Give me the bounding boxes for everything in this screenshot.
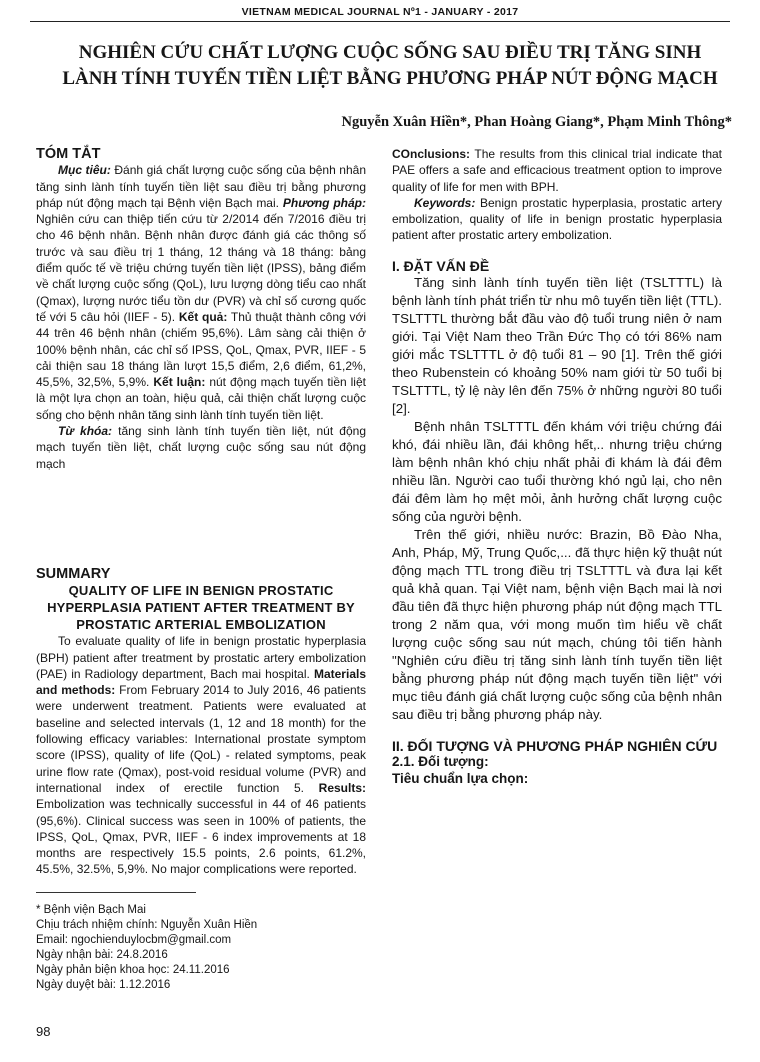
section-2-heading: II. ĐỐI TƯỢNG VÀ PHƯƠNG PHÁP NGHIÊN CỨU xyxy=(392,738,718,755)
header-rule xyxy=(30,21,730,22)
vietnamese-abstract xyxy=(36,146,366,566)
affiliation-received: Ngày nhận bài: 24.8.2016 xyxy=(36,948,168,961)
affiliation-reviewed: Ngày phản biện khoa học: 24.11.2016 xyxy=(36,963,230,976)
section-1-paragraph: Trên thế giới, nhiều nước: Brazin, Bồ Đào Nha, Anh, Pháp, Mỹ, Trung Quốc,... đã thực hiện kỹ thuật nút động mạch TTL trong điều trị TSLTTTL và đưa lại kết quả khả quan. Tại Việt nam, bệnh viện Bạch mai là nơi đầu tiên đã thực hiện phương pháp nút động mạch TTL trong 2 năm qua, với mong muốn tìm hiểu về chất lượng cuộc sống sau nút mạch, chúng tôi tiến hành "Nghiên cứu điều trị tăng sinh lành tính tuyến tiền liệt bằng phương pháp nút động mạch tuyến tiền liệt" với mục tiêu đánh giá chất lượng cuộc sống của bệnh nhân sau điều trị bằng phương pháp này. xyxy=(392,527,722,723)
section-2-subheading: Tiêu chuẩn lựa chọn: xyxy=(392,770,529,786)
footnote-rule xyxy=(36,892,196,893)
section-2-subheading: 2.1. Đối tượng: xyxy=(392,754,489,770)
abstract-keywords: Từ khóa: tăng sinh lành tính tuyến tiền liệt, nút động mạch tuyến tiền liệt, chất lượng cuộc sống sau nút động mạch xyxy=(36,424,366,471)
section-1-paragraph: Bệnh nhân TSLTTTL đến khám với triệu chứng đái khó, đái nhiều lần, đái không hết,.. nhưng triệu chứng làm bệnh nhân khó chịu nhất phải đi khám là đái đêm nhiều lần. Người cao tuổi thường khó ngủ lại, cho nên đái đêm làm họ mệt mỏi, ảnh hưởng chất lượng cuộc sống của người bệnh. xyxy=(392,419,722,525)
right-column xyxy=(392,146,722,787)
summary-title: QUALITY OF LIFE IN BENIGN PROSTATIC HYPERPLASIA PATIENT AFTER TREATMENT BY PROSTATIC ARTERIAL EMBOLIZATION xyxy=(47,583,355,633)
journal-header: VIETNAM MEDICAL JOURNAL Nº1 - JANUARY - 2017 xyxy=(241,6,519,18)
affiliation-responsible: Chịu trách nhiệm chính: Nguyễn Xuân Hiền xyxy=(36,918,258,931)
summary-intro: To evaluate quality of life in benign prostatic hyperplasia (BPH) patient after treatment by prostatic artery embolization (PAE) in Radiology department, Bach mai hospital. Materials and methods: From February 2014 to July 2016, 46 patients were underwent treatment. Patients were evaluated at baseline and selected intervals (1, 12 and 18 month) for the following efficacy variables: International prostate symptom score (IPSS), quality of life (QoL) - related symptoms, peak urine flow rate (Qmax), post-void residual volume (PVR) and international index of erectile function 5. Results: Embolization was technically successful in 44 of 46 patients (95,6%). Clinical success was seen in 100% of patients, the IPSS, QoL, Qmax, PVR, IIEF - 6 index improvements at 18 months are respectively 15.5 points, 2.6 points, 61.2%, 45.5%, 32.5%, 5,9%. No major complications were reported. xyxy=(36,634,367,877)
page-number: 98 xyxy=(36,1024,51,1039)
section-1-paragraph: Tăng sinh lành tính tuyến tiền liệt (TSLTTTL) là bệnh lành tính phát triển từ nhu mô tuyến tiền liệt (TTL). TSLTTTL thường bắt đầu vào độ tuổi trung niên ở nam giới. Tại Việt Nam theo Trần Đức Thọ có tới 86% nam giới mắc TSLTTTL ở độ tuổi 81 – 90 [1]. Trên thế giới theo Rubenstein có khoảng 50% nam giới từ 50 tuổi bị TSLTTTL, tỷ lệ này lên đến 75% ở những người 80 tuổi [2]. xyxy=(392,275,722,417)
abstract-objective: Mục tiêu: Đánh giá chất lượng cuộc sống của bệnh nhân tăng sinh lành tính tuyến tiền liệt sau điều trị bằng phương pháp nút động mạch tại Bệnh viện Bạch mai. Phương pháp: Nghiên cứu can thiệp tiến cứu từ 2/2014 đến 7/2016 điều trị cho 46 bệnh nhân. Bệnh nhân được đánh giá các thông số trước và sau điều trị 1 tháng, 12 tháng và 18 tháng: bảng điểm quốc tế về triệu chứng tuyến tiền liệt (IPSS), bảng điểm về chất lượng cuộc sống (QoL), lưu lượng dòng tiểu cao nhất (Qmax), lượng nước tiểu tồn dư (PVR) và chỉ số cương quốc tế với 5 câu hỏi (IIEF - 5). Kết quả: Thủ thuật thành công với 44 trên 46 bệnh nhân (chiếm 95,6%). Lâm sàng cải thiện ở 100% bệnh nhân, các chỉ số IPSS, QoL, Qmax, PVR, IIEF - 5 cải thiện sau 18 tháng lần lượt 15,5 điểm, 2,6 điểm, 61,2%, 45,5%, 32,5%, 5,9%. Kết luận: nút động mạch tuyến tiền liệt là một lựa chọn an toàn, hiệu quả, cải thiện chất lượng cuộc sống cho bệnh nhân tăng sinh lành tính tuyến tiền liệt. xyxy=(36,163,366,422)
section-1-body xyxy=(392,274,722,724)
abstract-heading: TÓM TẮT xyxy=(36,146,101,162)
affiliation-approved: Ngày duyệt bài: 1.12.2016 xyxy=(36,978,171,991)
authors: Nguyễn Xuân Hiền*, Phan Hoàng Giang*, Phạm Minh Thông* xyxy=(341,114,732,130)
left-column xyxy=(36,146,366,993)
affiliation-email: Email: ngochienduylocbm@gmail.com xyxy=(36,933,232,946)
summary-conclusions: COnclusions: The results from this clinical trial indicate that PAE offers a safe and efficacious treatment option to improve quality of life for men with BPH. xyxy=(392,147,722,194)
article-title xyxy=(40,40,740,92)
affiliation-hospital: * Bệnh viện Bạch Mai xyxy=(36,903,146,916)
summary-heading: SUMMARY xyxy=(36,566,111,582)
summary-keywords: Keywords: Benign prostatic hyperplasia, prostatic artery embolization, quality of life in benign prostatic hyperplasia patient after prostatic artery embolization. xyxy=(392,195,722,243)
title-line-2: LÀNH TÍNH TUYẾN TIỀN LIỆT BẰNG PHƯƠNG PHÁP NÚT ĐỘNG MẠCH xyxy=(62,68,718,89)
section-1-heading: I. ĐẶT VẤN ĐỀ xyxy=(392,257,490,274)
title-line-1: NGHIÊN CỨU CHẤT LƯỢNG CUỘC SỐNG SAU ĐIỀU TRỊ TĂNG SINH xyxy=(78,42,702,63)
affiliation-block xyxy=(36,903,366,993)
